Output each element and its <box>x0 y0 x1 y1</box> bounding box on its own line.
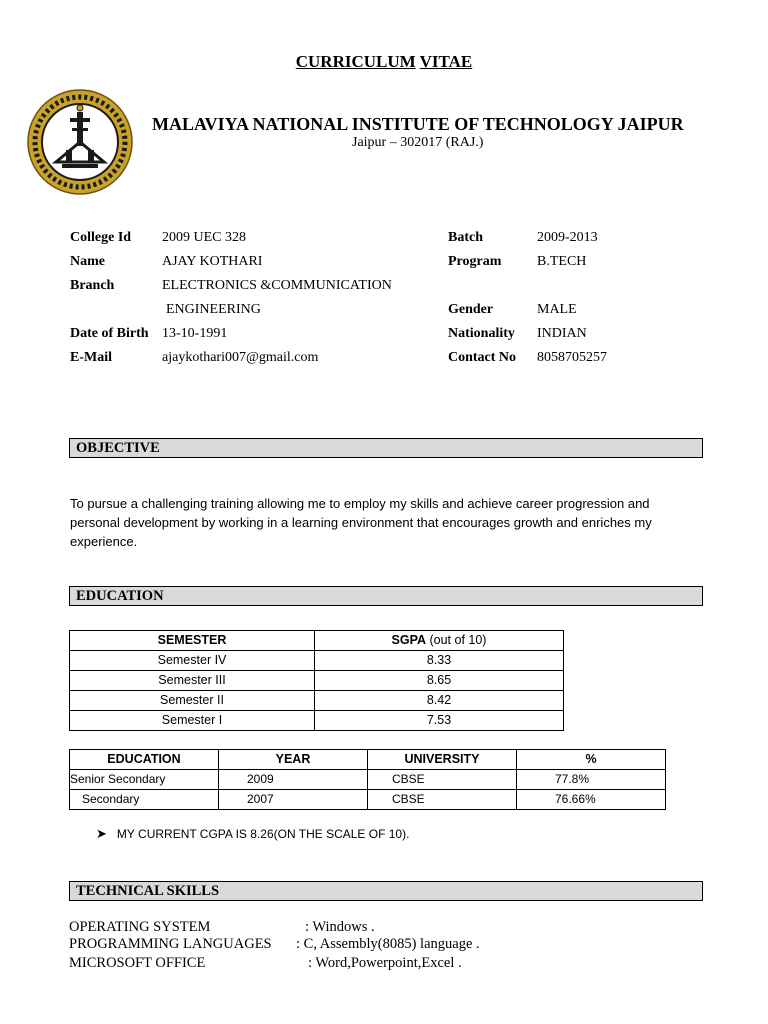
objective-heading-bar <box>69 438 703 458</box>
percent-cell: 77.8% <box>517 770 666 790</box>
dob-value: 13-10-1991 <box>162 326 228 341</box>
sgpa-header-bold: SGPA <box>391 633 427 647</box>
college-id-value: 2009 UEC 328 <box>162 230 246 245</box>
skill-label-programming: PROGRAMMING LANGUAGES <box>69 936 272 952</box>
skill-label-office: MICROSOFT OFFICE <box>69 955 206 971</box>
university-col-header: UNIVERSITY <box>368 750 517 770</box>
year-cell: 2009 <box>219 770 368 790</box>
skill-label-os: OPERATING SYSTEM <box>69 919 211 935</box>
school-table <box>69 749 666 810</box>
semester-cell: Semester IV <box>70 651 315 671</box>
skill-value-os: : Windows . <box>305 919 375 935</box>
dob-label: Date of Birth <box>70 326 149 341</box>
institute-address: Jaipur – 302017 (RAJ.) <box>352 135 484 150</box>
education-heading: EDUCATION <box>76 588 164 604</box>
title-word-2: VITAE <box>419 52 473 71</box>
objective-heading: OBJECTIVE <box>76 440 160 456</box>
table-row <box>70 691 564 711</box>
objective-text: To pursue a challenging training allowing me to employ my skills and achieve career progression and personal development by working in a learning environment that encourages growth and enriches my experience. <box>70 496 652 549</box>
university-cell: CBSE <box>368 790 517 810</box>
percent-cell: 76.66% <box>517 790 666 810</box>
contact-value: 8058705257 <box>537 350 607 365</box>
sgpa-cell: 7.53 <box>315 711 564 731</box>
institute-name: MALAVIYA NATIONAL INSTITUTE OF TECHNOLOGY JAIPUR <box>152 114 684 134</box>
semester-header: SEMESTER <box>70 631 315 651</box>
semester-cell: Semester II <box>70 691 315 711</box>
branch-value-line1: ELECTRONICS &COMMUNICATION <box>162 278 392 293</box>
sgpa-header-rest: (out of 10) <box>426 633 487 647</box>
email-value[interactable]: ajaykothari007@gmail.com <box>162 350 319 365</box>
sgpa-header-row <box>70 631 564 651</box>
institute-logo-icon <box>26 88 134 196</box>
name-value: AJAY KOTHARI <box>162 254 263 269</box>
nationality-label: Nationality <box>448 326 515 341</box>
skill-value-office: : Word,Powerpoint,Excel . <box>308 955 462 971</box>
university-cell: CBSE <box>368 770 517 790</box>
table-row <box>70 770 666 790</box>
cgpa-note-text: MY CURRENT CGPA IS 8.26(ON THE SCALE OF 10). <box>116 827 410 841</box>
branch-value-line2: ENGINEERING <box>166 302 261 317</box>
batch-label: Batch <box>448 230 483 245</box>
contact-label: Contact No <box>448 350 517 365</box>
batch-value: 2009-2013 <box>537 230 598 245</box>
gender-value: MALE <box>537 302 577 317</box>
sgpa-cell: 8.33 <box>315 651 564 671</box>
skills-heading: TECHNICAL SKILLS <box>76 883 220 899</box>
school-header-row <box>70 750 666 770</box>
cgpa-note <box>96 826 409 842</box>
percent-col-header: % <box>517 750 666 770</box>
title-word-1: CURRICULUM <box>295 52 416 71</box>
skill-value-programming: : C, Assembly(8085) language . <box>296 936 480 952</box>
semester-cell: Semester III <box>70 671 315 691</box>
table-row <box>70 651 564 671</box>
program-label: Program <box>448 254 502 269</box>
year-col-header: YEAR <box>219 750 368 770</box>
branch-label: Branch <box>70 278 115 293</box>
semester-cell: Semester I <box>70 711 315 731</box>
table-row <box>70 790 666 810</box>
education-heading-bar <box>69 586 703 606</box>
sgpa-cell: 8.42 <box>315 691 564 711</box>
table-row <box>70 671 564 691</box>
gender-label: Gender <box>448 302 494 317</box>
sgpa-cell: 8.65 <box>315 671 564 691</box>
table-row <box>70 711 564 731</box>
page-title <box>0 52 768 72</box>
nationality-value: INDIAN <box>537 326 587 341</box>
education-col-header: EDUCATION <box>70 750 219 770</box>
program-value: B.TECH <box>537 254 587 269</box>
education-cell: Senior Secondary <box>70 770 219 790</box>
email-label: E-Mail <box>70 350 112 365</box>
arrow-bullet-icon: ➤ <box>96 826 107 841</box>
skills-heading-bar <box>69 881 703 901</box>
college-id-label: College Id <box>70 230 132 245</box>
name-label: Name <box>70 254 105 269</box>
sgpa-table <box>69 630 564 731</box>
sgpa-header <box>315 631 564 651</box>
education-cell: Secondary <box>70 790 219 810</box>
year-cell: 2007 <box>219 790 368 810</box>
